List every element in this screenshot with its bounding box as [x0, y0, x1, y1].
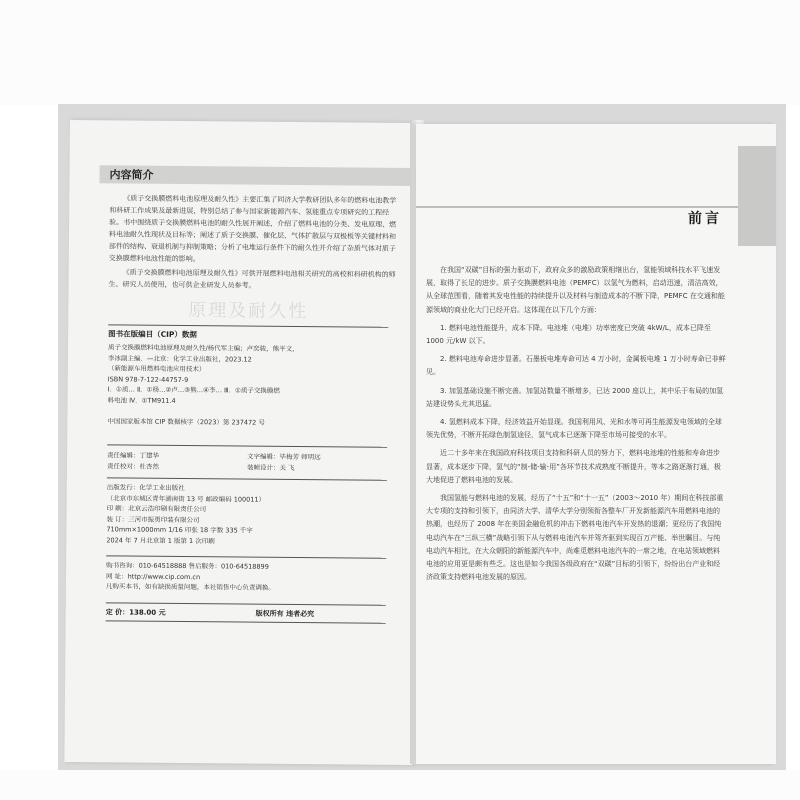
publish-block	[106, 482, 397, 548]
publish-line: 印 刷：北京云浩印刷有限责任公司	[106, 504, 207, 514]
purchase-line: 购书咨询：010-64518888 售后服务：010-64518899	[106, 561, 269, 571]
cip-line: ISBN 978-7-122-44757-9	[107, 374, 189, 384]
editor-credit: 责任编辑：丁建华	[107, 451, 160, 460]
background-top	[0, 0, 800, 105]
cip-line: 料电池 Ⅳ．①TM911.4	[107, 395, 176, 405]
right-page	[416, 124, 776, 764]
divider	[107, 477, 387, 480]
cip-block	[108, 342, 389, 407]
intro-paragraph: 《质子交换膜燃料电池原理及耐久性》主要汇集了同济大学教研团队多年的燃料电池教学和科研工作成果及最新进展，特别总结了参与国家新能源汽车、氢能重点专项研究的工程经验。书中围绕质子交换膜燃料电池的耐久性展开阐述，介绍了燃料电池的分类、发电原理、燃料电池耐久性现状及目标等；阐述了质子交换膜、催化层、气体扩散层与双极板等关键材料和部件的结构、衰退机制与抑制策略；分析了电堆运行条件下的耐久性并介绍了杂质气体对质子交换膜燃料电池性能的影响。	[108, 194, 397, 264]
purchase-line: 凡购买本书，如有缺损质量问题，本社销售中心负责调换。	[105, 582, 275, 592]
divider	[106, 555, 386, 558]
cip-line: Ⅰ．①质… Ⅱ．①杨…②卢…③熊…④李… Ⅲ．①质子交换膜燃	[107, 385, 280, 395]
cip-line: （新能源车用燃料电池应用技术）	[107, 364, 206, 374]
cip-line: 李冰副主编．—北京：化学工业出版社，2023.12	[107, 353, 252, 364]
divider	[106, 602, 386, 605]
preface-paragraph: 1. 燃料电池性能提升，成本下降。电池堆（电堆）功率密度已突破 4kW/L，成本已降至 1000 元/kW 以下。	[426, 323, 711, 346]
preface-paragraph: 3. 加氢基础设施不断完善。加氢站数量不断增多，已达 2000 座以上，其中乐于布局的加氢站建设势头尤其迅猛。	[426, 386, 724, 408]
purchase-line: 网 址：http://www.cip.com.cn	[105, 571, 201, 581]
publish-line: 装 订：三河市振勇印装有限公司	[106, 514, 200, 524]
preface-title: 前言	[688, 211, 722, 227]
editors-block	[107, 450, 387, 474]
purchase-block	[106, 560, 396, 594]
chapter-tab	[738, 146, 776, 246]
intro-paragraph: 《质子交换膜燃料电池原理及耐久性》可供开展燃料电池相关研究的高校和科研机构的师生、研究人员使用，也可供企业研发人员参考。	[108, 268, 396, 290]
cip-number: 中国国家版本馆 CIP 数据核字（2023）第 237472 号	[107, 417, 265, 427]
divider	[108, 324, 388, 327]
background-bottom	[0, 770, 800, 800]
preface-paragraph: 2. 燃料电池寿命进步显著。石墨板电堆寿命可达 4 万小时，金属板电堆 1 万小时寿命已非鲜见。	[426, 355, 726, 377]
editor-credit: 装帧设计：关 飞	[246, 463, 295, 472]
preface-paragraph: 4. 氢燃料成本下降，经济效益开始显现。我国利用风、光和水等可再生能源发电领域的全球领先优势，不断开拓绿色制氢途径，氢气成本已逐渐下降至市场可接受的水平。	[426, 418, 722, 440]
preface-paragraph: 在我国“双碳”目标的强力驱动下，政府众多的激励政策相继出台，氢能领域科技水平飞速发展，取得了长足的进步。质子交换膜燃料电池（PEMFC）以氢气为燃料，启动迅速，清洁高效，从全球范围看，随着其发电性能的持续提升以及材料与制造成本的不断下降，PEMFC 在交通和能源领域的商业化大门已经开启。这体现在以下几个方面：	[426, 266, 725, 314]
cip-title: 图书在版编目（CIP）数据	[108, 329, 197, 340]
publish-line: （北京市东城区青年湖南街 13 号 邮政编码 100011）	[106, 493, 266, 504]
editor-credit: 责任校对：杜杏然	[106, 462, 160, 471]
preface-paragraph: 我国氢能与燃料电池的发展，经历了“十五”和“十一五”（2003～2010 年）期间在科技部重大专项的支持和引领下，由同济大学、清华大学分别领衔各整车厂开发新能源汽车用燃料电池的热潮，也经历了 2008 年在美国金融危机的冲击下燃料电池汽车开发热的退潮；更经历了我国纯电动汽车在“三纵三横”战略引领下从与燃料电池汽车并驾齐驱到实现百万产能、举世瞩目。与纯电动汽车相比，在大众朝阳的新能源汽车中，尚难觅燃料电池汽车的一席之地，在电站领域燃料电池的应用更是颇有些乏。这也是如今我国各级政府在“双碳”目标的引领下，纷纷出台产业和经济政策支持燃料电池发展的原因。	[426, 494, 724, 582]
cip-line: 质子交换膜燃料电池原理及耐久性/杨代军主编；卢奕骏，熊平文，	[107, 343, 299, 354]
publish-line: 710mm×1000mm 1/16 印张 18 字数 335 千字	[106, 525, 253, 535]
publish-line: 出版发行：化学工业出版社	[106, 483, 185, 493]
editor-credit: 文字编辑：毕梅芳 师明远	[247, 452, 321, 462]
rights-notice: 版权所有 违者必究	[255, 609, 315, 619]
divider	[107, 444, 387, 447]
preface-text	[426, 264, 726, 589]
preface-paragraph: 近二十多年来在我国政府科技项目支持和科研人员的努力下，燃料电池堆的性能和寿命进步显著，成本逐步下降，氢气的“制-储-输-用”各环节技术成熟度不断提升，等本之路逐渐打通，极大地促进了燃料电池的发展。	[426, 449, 721, 484]
intro-text	[108, 192, 399, 295]
publish-line: 2024 年 7 月北京第 1 版第 1 次印刷	[106, 535, 215, 545]
price: 定 价：138.00 元	[105, 608, 166, 617]
left-page	[64, 120, 418, 765]
divider	[106, 620, 386, 623]
show-through-text: 原理及耐久性	[188, 300, 309, 323]
intro-title: 内容简介	[109, 168, 154, 182]
